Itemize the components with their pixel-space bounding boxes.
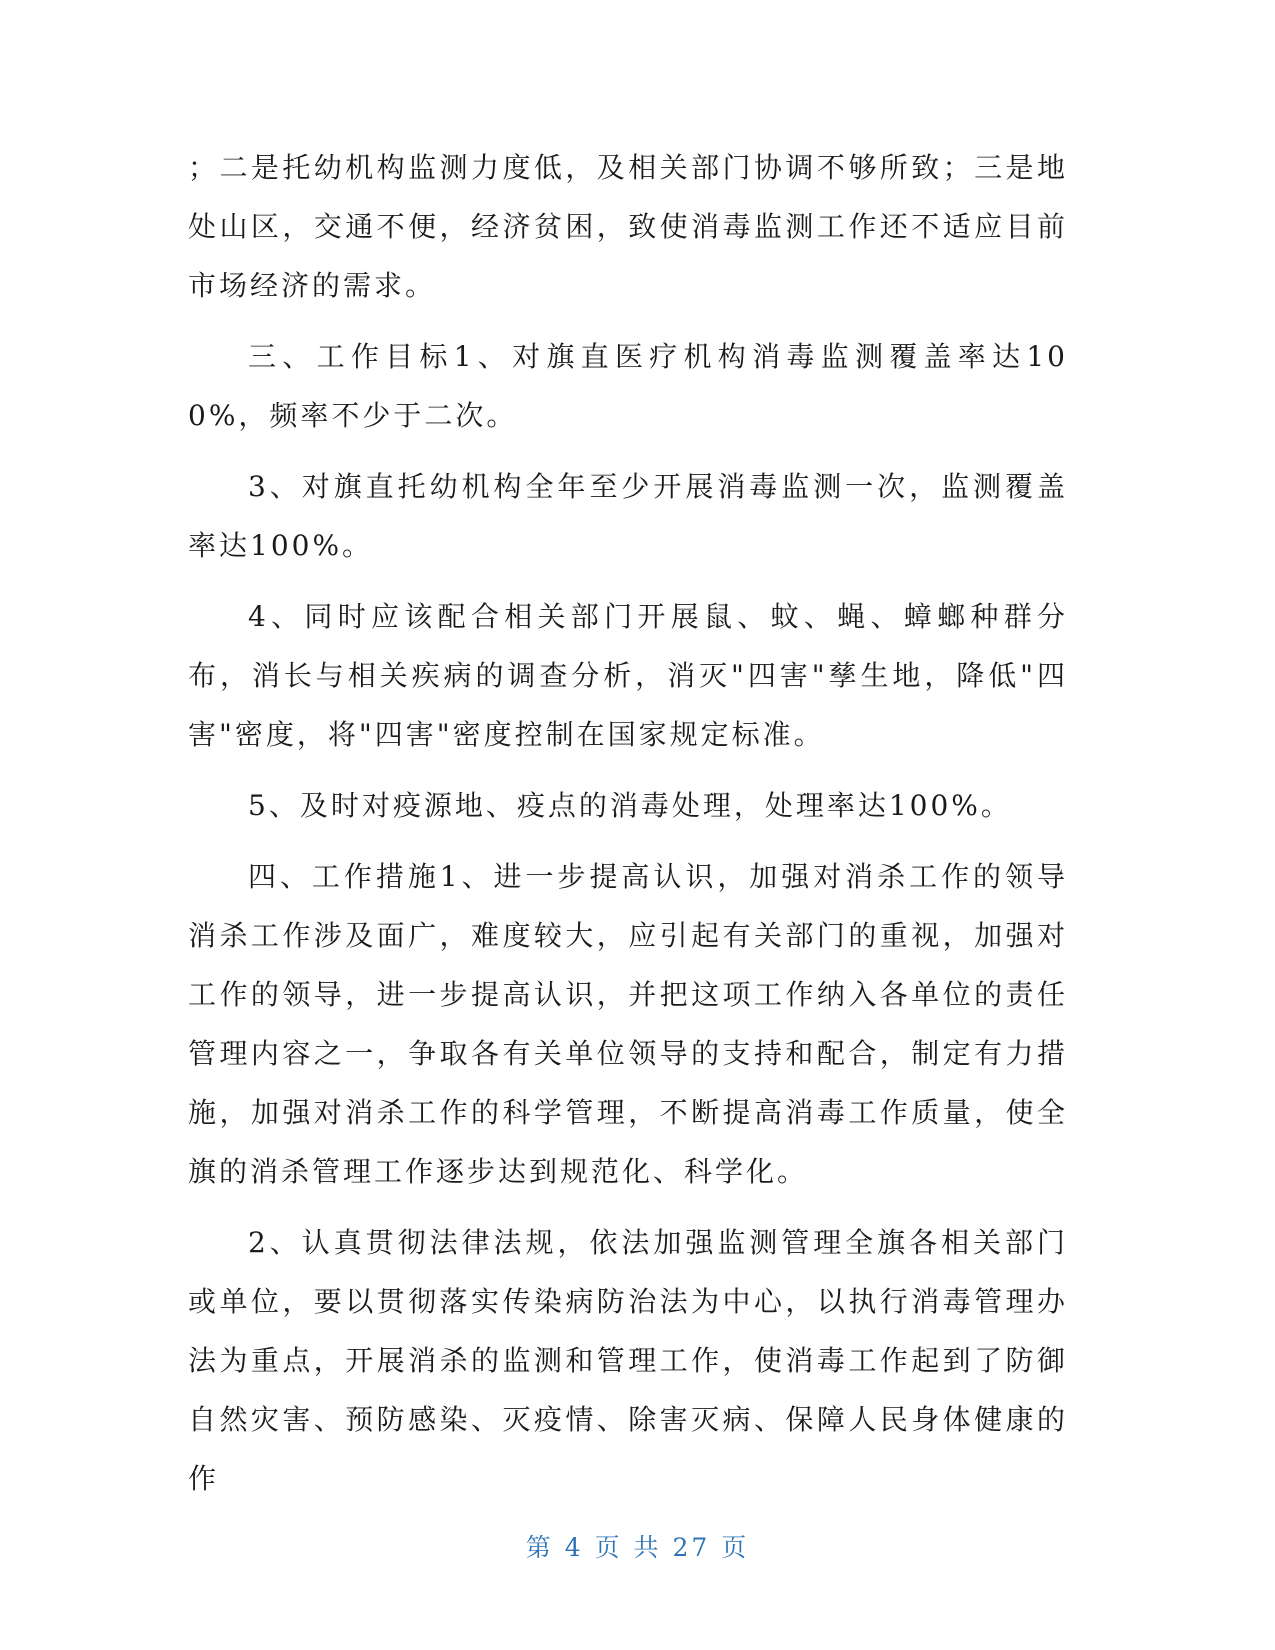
document-body (188, 138, 1068, 1520)
paragraph-goal-4: 4、同时应该配合相关部门开展鼠、蚊、蝇、蟑螂种群分布，消长与相关疾病的调查分析，消灭"四害"孳生地，降低"四害"密度，将"四害"密度控制在国家规定标准。 (188, 600, 1068, 751)
paragraph-goal-5: 5、及时对疫源地、疫点的消毒处理，处理率达100%。 (248, 789, 1012, 822)
paragraph-causes: ；二是托幼机构监测力度低，及相关部门协调不够所致；三是地处山区，交通不便，经济贫困，致使消毒监测工作还不适应目前市场经济的需求。 (188, 151, 1068, 302)
paragraph-goal-3: 3、对旗直托幼机构全年至少开展消毒监测一次，监测覆盖率达100%。 (188, 470, 1068, 562)
page-number-label: 第 4 页 共 27 页 (525, 1533, 750, 1562)
paragraph-goal-1: 三、工作目标1、对旗直医疗机构消毒监测覆盖率达100%，频率不少于二次。 (188, 340, 1068, 432)
paragraph-measure-1: 四、工作措施1、进一步提高认识，加强对消杀工作的领导消杀工作涉及面广，难度较大，应引起有关部门的重视，加强对工作的领导，进一步提高认识，并把这项工作纳入各单位的责任管理内容之一，争取各有关单位领导的支持和配合，制定有力措施，加强对消杀工作的科学管理，不断提高消毒工作质量，使全旗的消杀管理工作逐步达到规范化、科学化。 (188, 860, 1068, 1188)
paragraph-measure-2: 2、认真贯彻法律法规，依法加强监测管理全旗各相关部门或单位，要以贯彻落实传染病防治法为中心，以执行消毒管理办法为重点，开展消杀的监测和管理工作，使消毒工作起到了防御自然灾害、预防感染、灭疫情、除害灭病、保障人民身体健康的作 (188, 1226, 1068, 1495)
page-footer (0, 1528, 1275, 1564)
